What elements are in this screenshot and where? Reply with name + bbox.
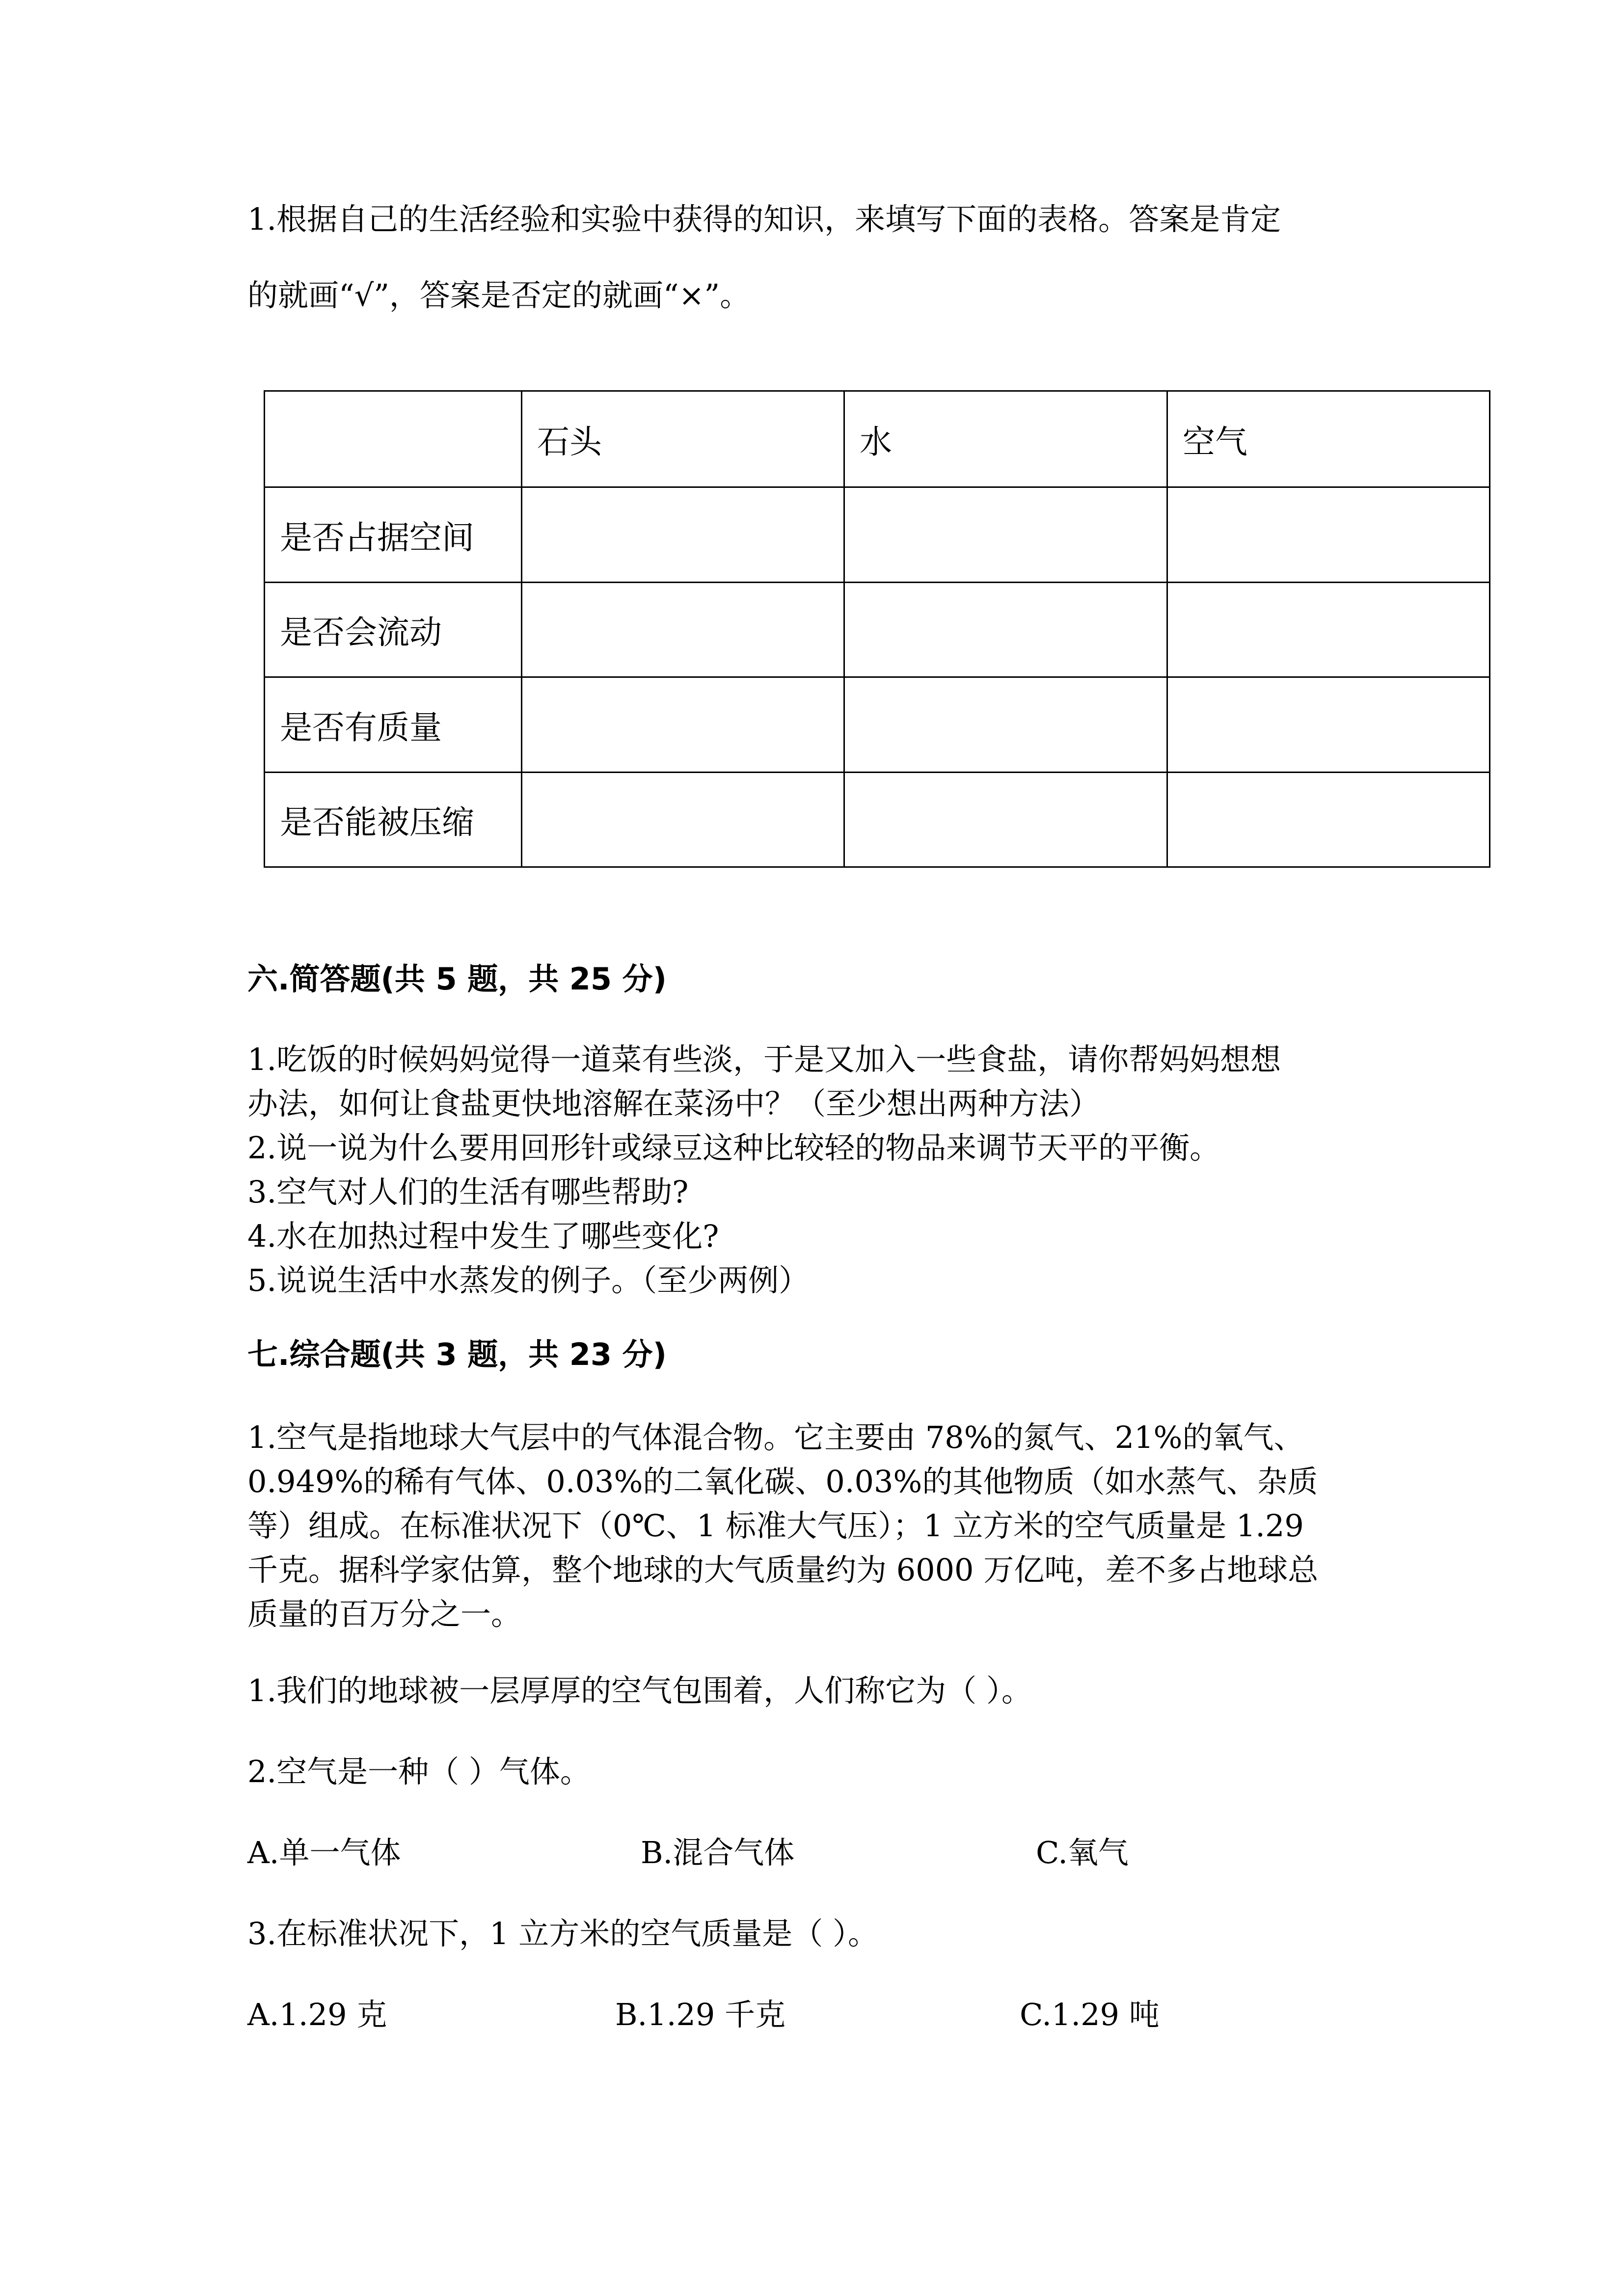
- table-question-line-2: 的就画“√”，答案是否定的就画“×”。: [247, 277, 751, 313]
- table-row: [265, 582, 1490, 677]
- passage-line: 等）组成。在标准状况下（0℃、1 标准大气压）；1 立方米的空气质量是 1.29: [247, 1508, 1304, 1544]
- section-6-q2: 2.说一说为什么要用回形针或绿豆这种比较轻的物品来调节天平的平衡。: [247, 1130, 1220, 1166]
- section-7-sub-question-1: 1.我们的地球被一层厚厚的空气包围着，人们称它为（ ）。: [247, 1673, 1032, 1709]
- section-6-q5: 5.说说生活中水蒸发的例子。（至少两例）: [247, 1262, 810, 1298]
- row-label: 是否占据空间: [265, 487, 522, 582]
- section-6-q3: 3.空气对人们的生活有哪些帮助?: [247, 1174, 689, 1210]
- answer-cell[interactable]: [1167, 677, 1490, 772]
- row-label: 是否能被压缩: [265, 772, 522, 867]
- passage-line: 1.空气是指地球大气层中的气体混合物。它主要由 78%的氮气、21%的氧气、: [247, 1419, 1304, 1455]
- sub3-option-c[interactable]: C.1.29 吨: [1020, 1997, 1160, 2032]
- table-header-stone: 石头: [522, 391, 844, 487]
- section-7-sub-question-3: 3.在标准状况下，1 立方米的空气质量是（ ）。: [247, 1916, 879, 1951]
- table-row: [265, 677, 1490, 772]
- sub3-option-a[interactable]: A.1.29 克: [247, 1997, 387, 2032]
- table-row: [265, 487, 1490, 582]
- answer-cell[interactable]: [522, 772, 844, 867]
- section-7-sub-question-2: 2.空气是一种（ ）气体。: [247, 1754, 591, 1789]
- passage-line: 质量的百万分之一。: [247, 1596, 522, 1632]
- answer-cell[interactable]: [522, 677, 844, 772]
- table-header-air: 空气: [1167, 391, 1490, 487]
- sub2-option-a[interactable]: A.单一气体: [247, 1835, 401, 1870]
- answer-cell[interactable]: [844, 582, 1167, 677]
- answer-cell[interactable]: [844, 677, 1167, 772]
- table-header-water: 水: [844, 391, 1167, 487]
- table-header-row: [265, 391, 1490, 487]
- sub2-option-c[interactable]: C.氧气: [1036, 1835, 1129, 1870]
- sub2-option-b[interactable]: B.混合气体: [641, 1835, 795, 1870]
- answer-cell[interactable]: [522, 582, 844, 677]
- section-6-heading: 六.简答题(共 5 题，共 25 分): [247, 961, 667, 997]
- section-6-q1-line-1: 1.吃饭的时候妈妈觉得一道菜有些淡，于是又加入一些食盐，请你帮妈妈想想: [247, 1041, 1281, 1077]
- section-6-q4: 4.水在加热过程中发生了哪些变化?: [247, 1218, 719, 1254]
- properties-table: [264, 390, 1490, 868]
- answer-cell[interactable]: [1167, 487, 1490, 582]
- section-6-q1-line-2: 办法，如何让食盐更快地溶解在菜汤中？（至少想出两种方法）: [247, 1086, 1100, 1121]
- answer-cell[interactable]: [844, 772, 1167, 867]
- row-label: 是否有质量: [265, 677, 522, 772]
- answer-cell[interactable]: [1167, 772, 1490, 867]
- table-header-corner: [265, 391, 522, 487]
- table-question-line-1: 1.根据自己的生活经验和实验中获得的知识，来填写下面的表格。答案是肯定: [247, 201, 1281, 237]
- section-7-heading: 七.综合题(共 3 题，共 23 分): [247, 1336, 667, 1372]
- answer-cell[interactable]: [522, 487, 844, 582]
- row-label: 是否会流动: [265, 582, 522, 677]
- table-row: [265, 772, 1490, 867]
- answer-cell[interactable]: [1167, 582, 1490, 677]
- sub3-option-b[interactable]: B.1.29 千克: [615, 1997, 786, 2032]
- passage-line: 0.949%的稀有气体、0.03%的二氧化碳、0.03%的其他物质（如水蒸气、杂质: [247, 1464, 1318, 1499]
- answer-cell[interactable]: [844, 487, 1167, 582]
- passage-line: 千克。据科学家估算，整个地球的大气质量约为 6000 万亿吨，差不多占地球总: [247, 1552, 1319, 1588]
